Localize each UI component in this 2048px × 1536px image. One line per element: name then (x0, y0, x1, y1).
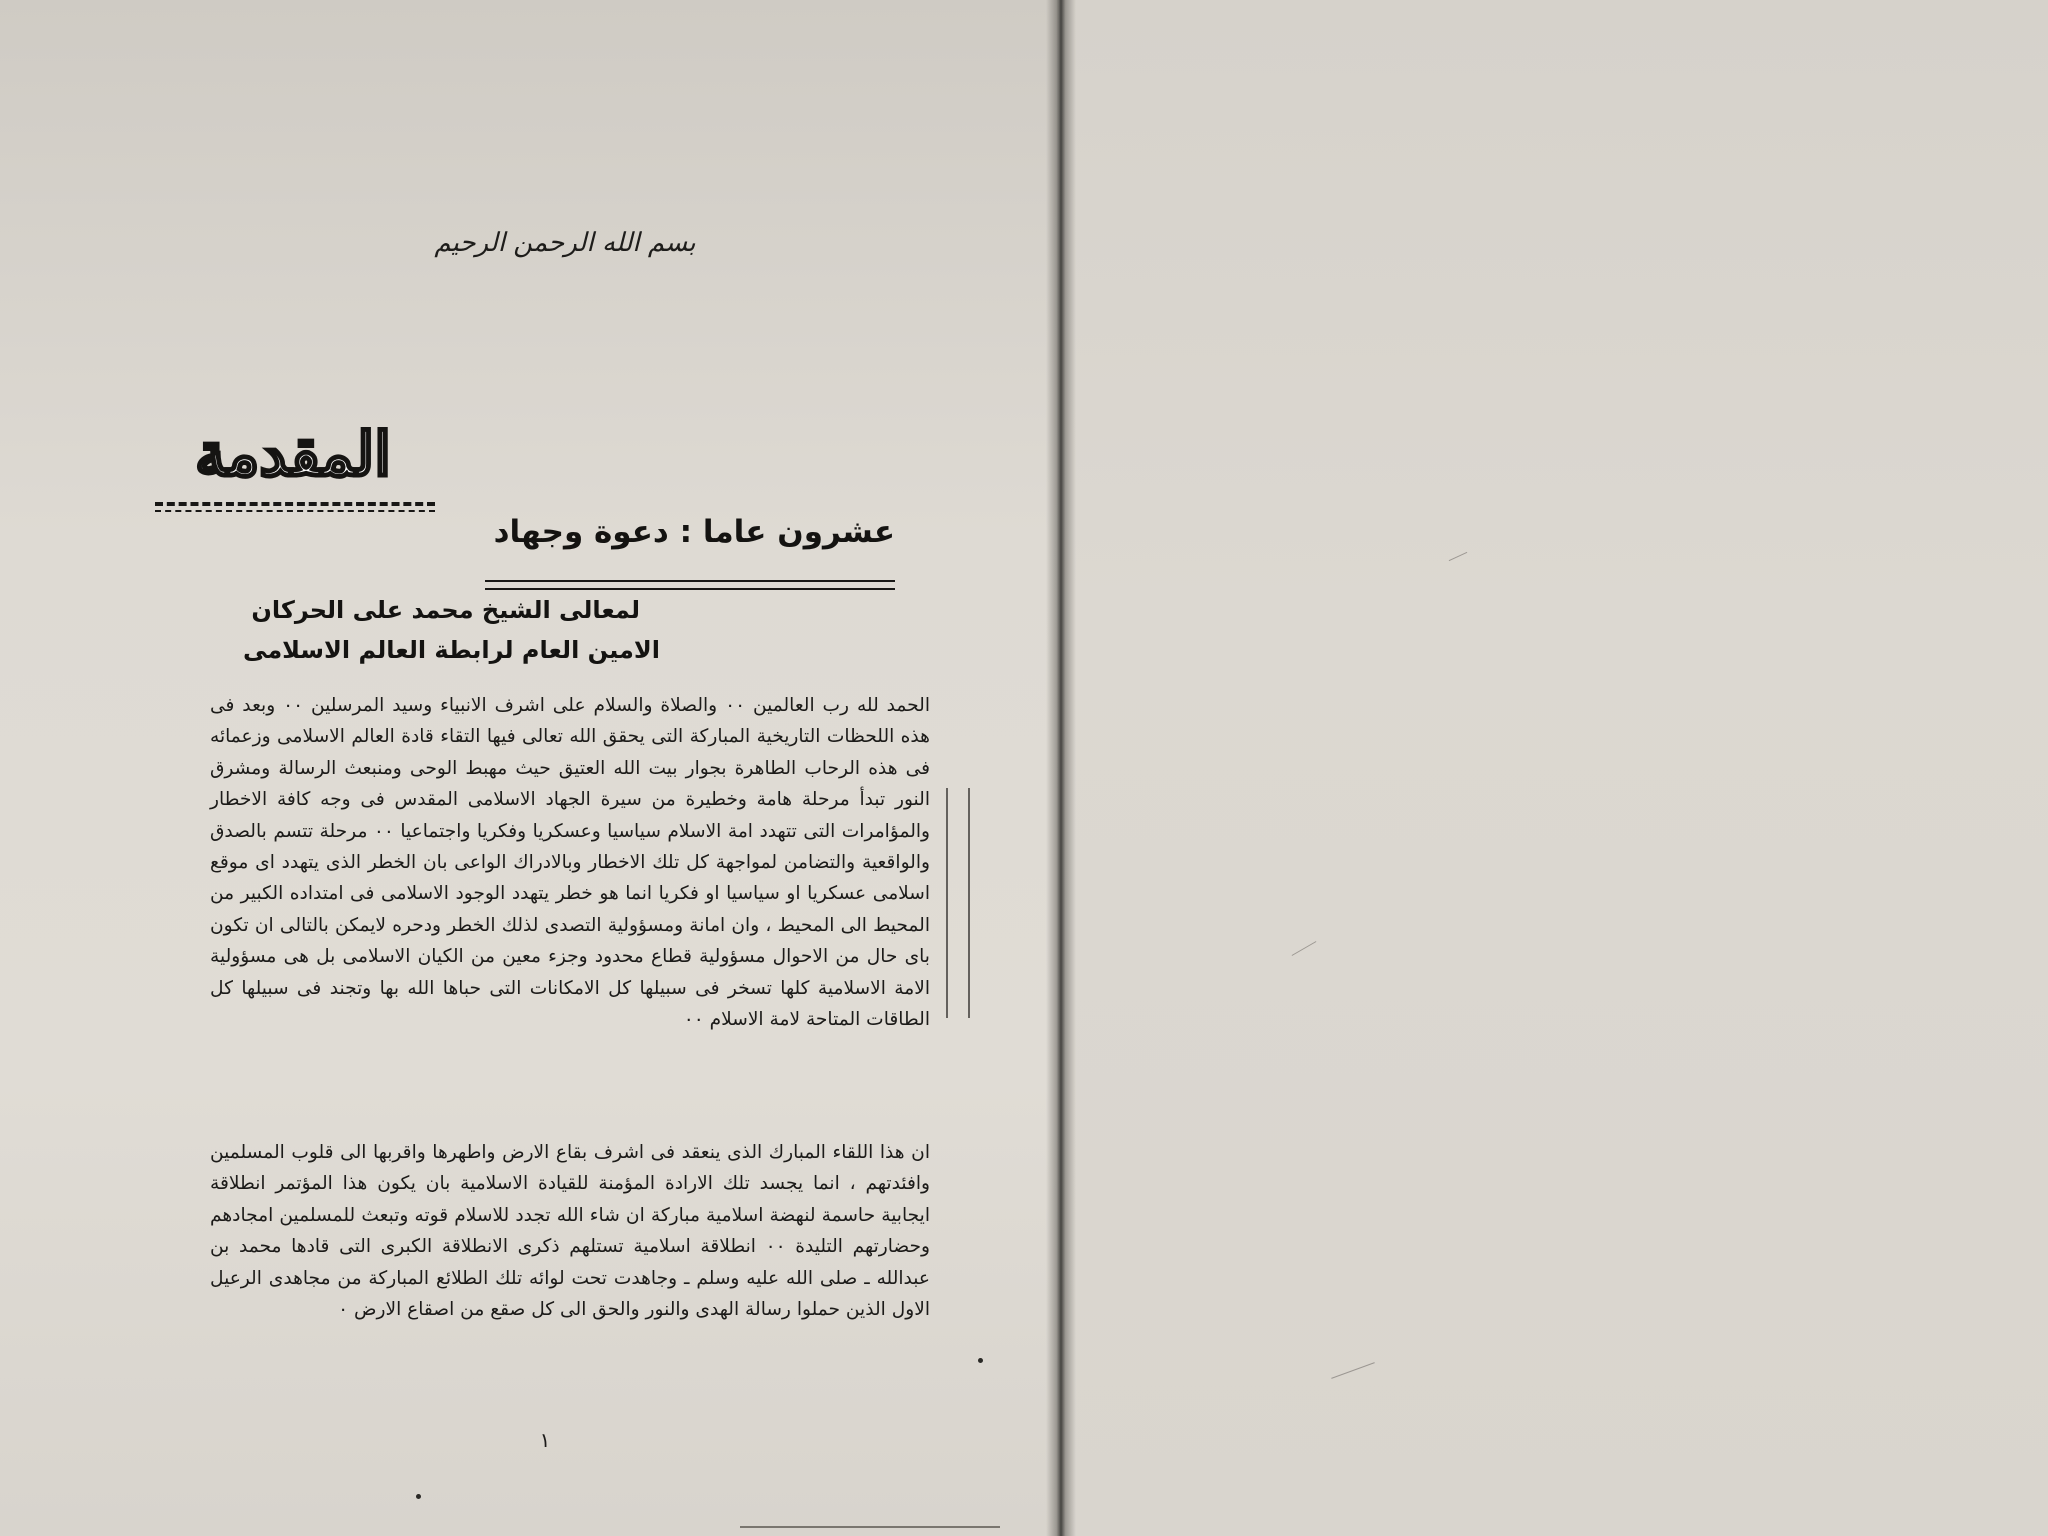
author-name: لمعالى الشيخ محمد على الحركان (251, 596, 640, 624)
ink-speck (416, 1494, 421, 1499)
pencil-margin-mark (946, 788, 970, 1018)
ink-speck (978, 1358, 983, 1363)
paragraph-1: الحمد لله رب العالمين ٠٠ والصلاة والسلام على اشرف الانبياء وسيد المرسلين ٠٠ وبعد فى هذه اللحظات التاريخية المباركة التى يحقق الله تعالى فيها التقاء قادة العالم الاسلامى وزعمائه فى هذه الرحاب الطاهرة بجوار بيت الله العتيق حيث مهبط الوحى ومنبعث الرسالة ومشرق النور تبدأ مرحلة هامة وخطيرة من سيرة الجهاد الاسلامى المقدس فى وجه كافة الاخطار والمؤامرات التى تتهدد امة الاسلام سياسيا وعسكريا وفكريا واجتماعيا ٠٠ مرحلة تتسم بالصدق والواقعية والتضامن لمواجهة كل تلك الاخطار وبالادراك الواعى بان الخطر الذى يتهدد اى موقع اسلامى عسكريا او سياسيا او فكريا انما هو خطر يتهدد الوجود الاسلامى فى امتداده الكبير من المحيط الى المحيط ، وان امانة ومسؤولية التصدى لذلك الخطر ودحره لايمكن بالتالى ان تكون باى حال من الاحوال مسؤولية قطاع محدود وجزء معين من الكيان الاسلامى بل هى مسؤولية الامة الاسلامية كلها تسخر فى سبيلها كل الامكانات التى حباها الله بها وتجند فى سبيلها كل الطاقات المتاحة لامة الاسلام ٠٠ (210, 695, 930, 1031)
article-headline: عشرون عاما : دعوة وجهاد (493, 514, 895, 550)
headline-rule (485, 580, 895, 582)
headline-rule-2 (485, 588, 895, 590)
author-title: الامين العام لرابطة العالم الاسلامى (243, 636, 660, 664)
paragraph-2: ان هذا اللقاء المبارك الذى ينعقد فى اشرف بقاع الارض واطهرها واقربها الى قلوب المسلمين وافئدتهم ، انما يجسد تلك الارادة المؤمنة للقيادة الاسلامية بان يكون هذا المؤتمر انطلاقة ايجابية حاسمة لنهضة اسلامية مباركة ان شاء الله تجدد للاسلام قوته وتبعث للمسلمين امجادهم وحضارتهم التليدة ٠٠ انطلاقة اسلامية تستلهم ذكرى الانطلاقة الكبرى التى قادها محمد بن عبدالله ـ صلى الله عليه وسلم ـ وجاهدت تحت لوائه تلك الطلائع المباركة من مجاهدى الرعيل الاول الذين حملوا رسالة الهدى والنور والحق الى كل صقع من اصقاع الارض ٠ (210, 1142, 930, 1321)
title-underline-2 (155, 510, 435, 512)
right-page-blank (1058, 0, 2048, 1536)
basmala: بسم الله الرحمن الرحيم (434, 228, 696, 258)
book-spine (1046, 0, 1076, 1536)
title-underline (155, 502, 435, 506)
page-number: ١ (539, 1428, 551, 1452)
page-bottom-rule (740, 1526, 1000, 1528)
section-title: المقدمة (195, 420, 391, 490)
